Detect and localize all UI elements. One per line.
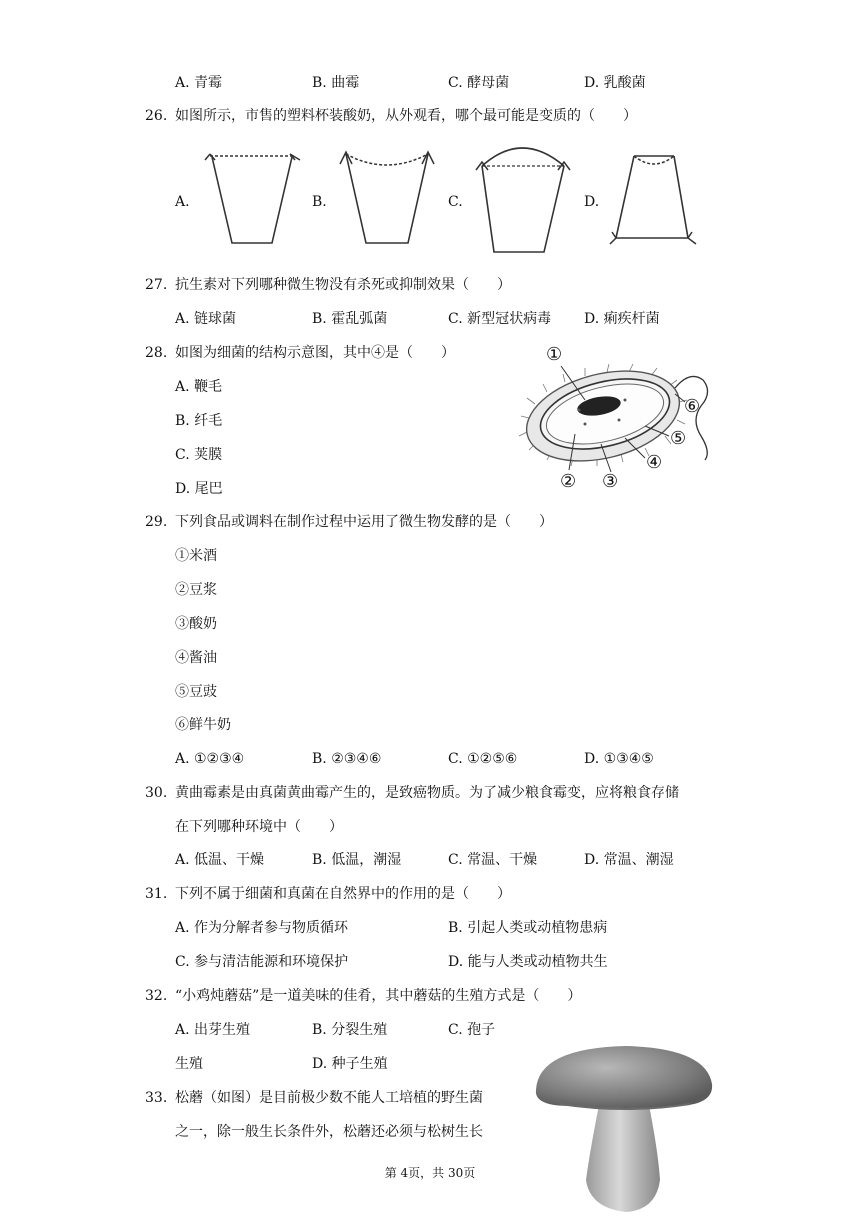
q29-item-3: ③酸奶 [175,616,217,632]
q25-option-c: C. 酵母菌 [448,75,510,91]
q32-option-a: A. 出芽生殖 [175,1022,251,1038]
bacteria-label-4: ④ [646,452,663,473]
q28-number: 28. [145,345,168,361]
q30-stem-line1: 黄曲霉素是由真菌黄曲霉产生的，是致癌物质。为了减少粮食霉变，应将粮食存储 [175,785,679,801]
q33-number: 33. [145,1090,168,1106]
bacteria-label-6: ⑥ [684,396,701,417]
q32-option-b: B. 分裂生殖 [312,1022,388,1038]
q28-option-a: A. 鞭毛 [175,379,223,395]
q26-option-d: D. [584,194,600,210]
q30-number: 30. [145,785,168,801]
yogurt-cup-c-figure [472,140,582,250]
q25-option-d: D. 乳酸菌 [584,75,646,91]
yogurt-cup-b-figure [336,148,446,248]
q26-stem: 如图所示，市售的塑料杯装酸奶，从外观看，哪个最可能是变质的（ ） [175,108,637,124]
q29-option-b: B. ②③④⑥ [312,751,382,767]
q29-item-2: ②豆浆 [175,582,217,598]
q31-option-b: B. 引起人类或动植物患病 [448,920,608,936]
q27-stem: 抗生素对下列哪种微生物没有杀死或抑制效果（ ） [175,277,511,293]
q28-option-c: C. 荚膜 [175,447,223,463]
q26-option-c: C. [448,194,463,210]
q27-option-a: A. 链球菌 [175,311,237,327]
q26-option-b: B. [312,194,327,210]
q30-stem-line2: 在下列哪种环境中（ ） [175,819,343,835]
page-footer: 第 4页，共 30页 [384,1166,476,1180]
q27-option-c: C. 新型冠状病毒 [448,311,552,327]
q29-stem: 下列食品或调料在制作过程中运用了微生物发酵的是（ ） [175,514,553,530]
pine-mushroom-figure [530,1040,720,1216]
q28-stem: 如图为细菌的结构示意图，其中④是（ ） [175,345,455,361]
q31-number: 31. [145,886,168,902]
bacteria-label-5: ⑤ [670,428,687,449]
q31-option-a: A. 作为分解者参与物质循环 [175,920,349,936]
q25-option-b: B. 曲霉 [312,75,360,91]
q30-option-a: A. 低温、干燥 [175,852,265,868]
q32-number: 32. [145,988,168,1004]
q31-stem: 下列不属于细菌和真菌在自然界中的作用的是（ ） [175,886,511,902]
q32-option-c-continued: 生殖 [175,1056,203,1072]
q30-option-d: D. 常温、潮湿 [584,852,674,868]
q33-stem-line2: 之一，除一般生长条件外，松蘑还必须与松树生长 [175,1124,483,1140]
bacteria-label-1: ① [546,344,563,365]
yogurt-cup-a-figure [200,148,310,248]
q27-option-b: B. 霍乱弧菌 [312,311,388,327]
q32-stem: “小鸡炖蘑菇”是一道美味的佳肴，其中蘑菇的生殖方式是（ ） [175,988,582,1004]
yogurt-cup-d-figure [608,148,718,248]
q31-option-d: D. 能与人类或动植物共生 [448,954,608,970]
q29-item-5: ⑤豆豉 [175,684,217,700]
q29-item-6: ⑥鲜牛奶 [175,717,231,733]
q30-option-c: C. 常温、干燥 [448,852,538,868]
q30-option-b: B. 低温，潮湿 [312,852,402,868]
bacteria-label-3: ③ [602,471,619,492]
q33-stem-line1: 松蘑（如图）是目前极少数不能人工培植的野生菌 [175,1090,483,1106]
q29-option-c: C. ①②⑤⑥ [448,751,518,767]
bacteria-label-2: ② [560,471,577,492]
q27-option-d: D. 痢疾杆菌 [584,311,660,327]
q26-option-a: A. [175,194,190,210]
q29-item-4: ④酱油 [175,650,217,666]
q29-option-a: A. ①②③④ [175,751,245,767]
q28-option-d: D. 尾巴 [175,481,223,497]
q32-option-c: C. 孢子 [448,1022,496,1038]
q29-item-1: ①米酒 [175,548,217,564]
q29-number: 29. [145,514,168,530]
q31-option-c: C. 参与清洁能源和环境保护 [175,954,349,970]
q26-number: 26. [145,108,168,124]
q25-option-a: A. 青霉 [175,75,223,91]
q29-option-d: D. ①③④⑤ [584,751,654,767]
q32-option-d: D. 种子生殖 [312,1056,388,1072]
q27-number: 27. [145,277,168,293]
q28-option-b: B. 纤毛 [175,413,223,429]
